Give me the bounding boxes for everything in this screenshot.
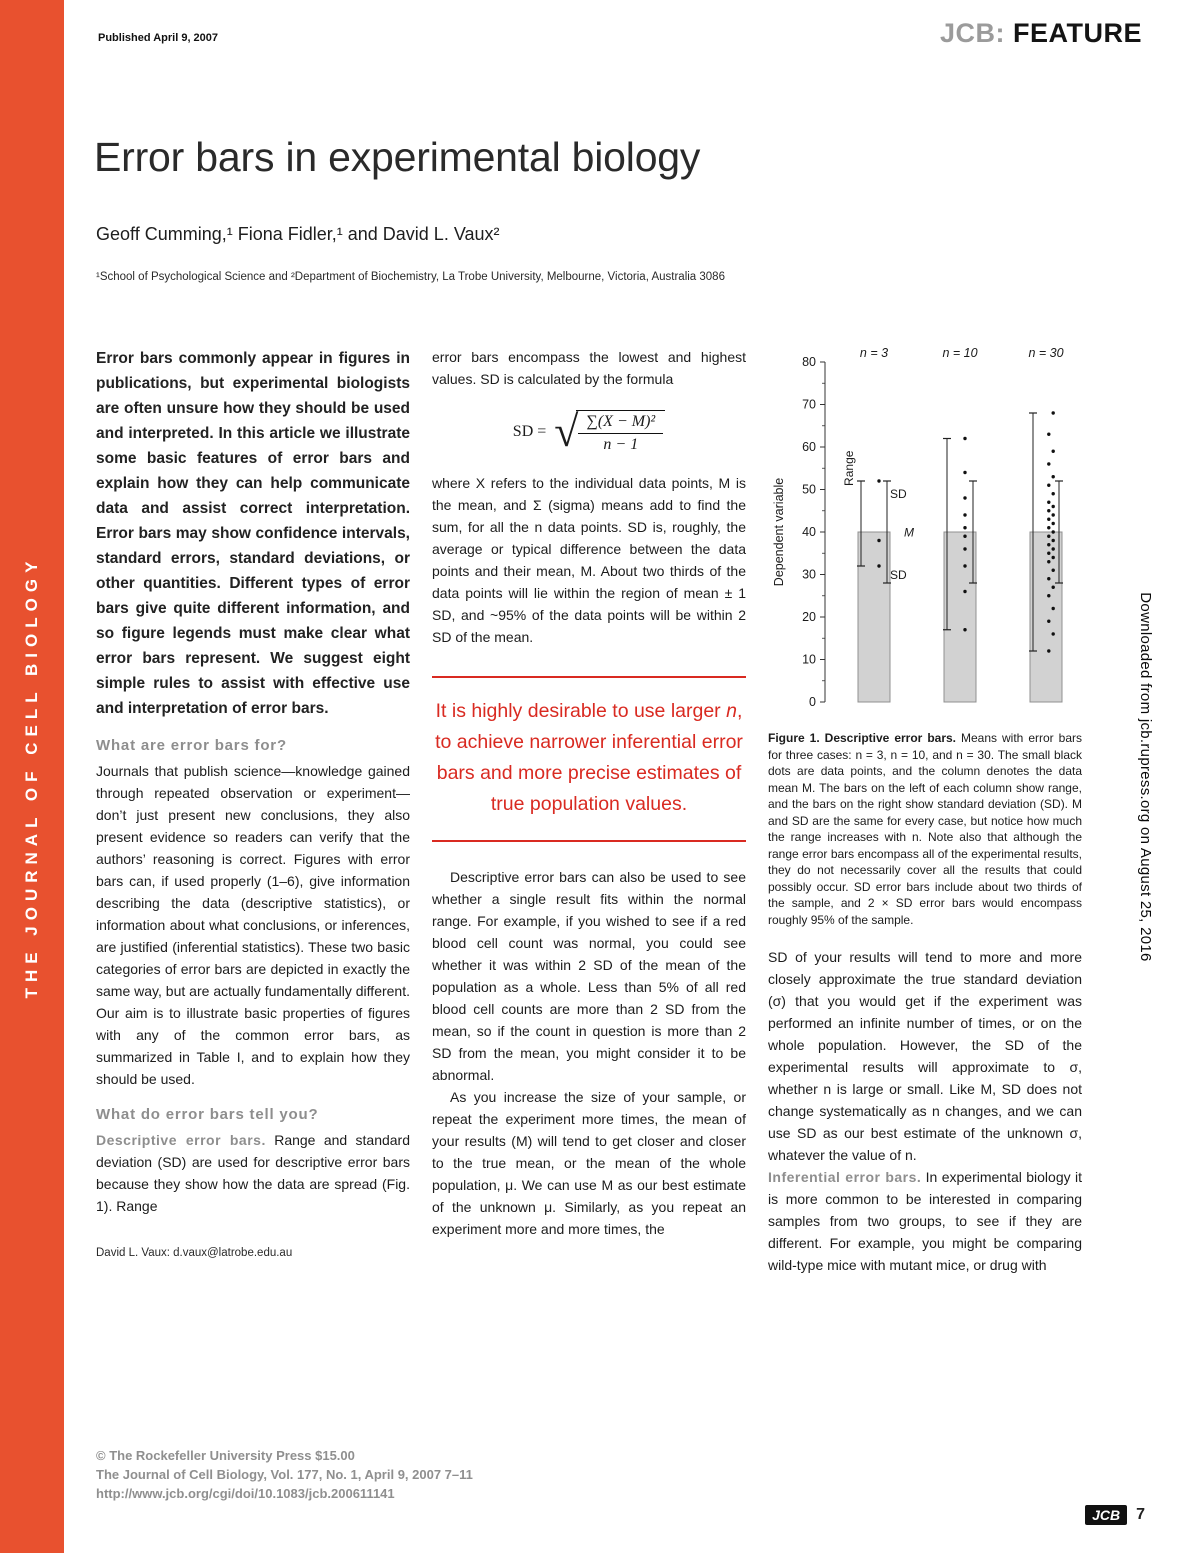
column-3 (768, 346, 1082, 1276)
pull-quote (432, 676, 746, 842)
svg-text:80: 80 (802, 355, 816, 369)
paragraph-descriptive-error-bars (96, 1129, 410, 1217)
footer-doi-url[interactable]: http://www.jcb.org/cgi/doi/10.1083/jcb.200611141 (96, 1486, 395, 1501)
column-2 (432, 346, 746, 1276)
paragraph: SD of your results will tend to more and more closely approximate the true standard deviation (σ) that you would get if the experiment was performed an infinite number of times, or on the whole population. However, the SD of the experimental results will approximate to σ, whether n is large or small. Like M, SD does not change systematically as n changes, and we can use SD as our best estimate of the unknown σ, whatever the value of n. (768, 949, 1082, 1163)
paragraph-text: Range and standard deviation (SD) are used for descriptive error bars because they show how the data are spread (Fig. 1). Range (96, 1132, 411, 1214)
masthead (940, 18, 1142, 49)
figure-1 (768, 346, 1082, 928)
formula-denominator: n − 1 (603, 436, 639, 453)
svg-text:30: 30 (802, 567, 816, 582)
page-number-block (1085, 1505, 1145, 1525)
svg-text:0: 0 (809, 695, 816, 709)
paragraph-inferential-error-bars (768, 1166, 1082, 1276)
column-1 (96, 346, 410, 1276)
section-heading-what-do-error-bars-tell-you: What do error bars tell you? (96, 1106, 319, 1123)
svg-text:n = 10: n = 10 (942, 346, 978, 360)
published-date: Published April 9, 2007 (98, 32, 219, 44)
download-watermark-vertical: Downloaded from jcb.rupress.org on August 25, 2016 (1137, 591, 1154, 962)
article-title: Error bars in experimental biology (94, 134, 701, 180)
affiliation-line: ¹School of Psychological Science and ²Department of Biochemistry, La Trobe University, Melbourne, Victoria, Australia 3086 (96, 271, 725, 283)
footer-citation: The Journal of Cell Biology, Vol. 177, No. 1, April 9, 2007 7–11 (96, 1467, 473, 1482)
pull-quote-text: It is highly desirable to use larger (435, 700, 721, 722)
svg-text:20: 20 (802, 610, 816, 624)
article-body (96, 346, 1082, 1276)
journal-brand-sidebar (0, 0, 64, 1553)
radical-sign: √ (554, 407, 579, 457)
footer-copyright: © The Rockefeller University Press $15.00 (96, 1448, 355, 1463)
jcb-logo-badge: JCB (1085, 1505, 1127, 1525)
paragraph: As you increase the size of your sample, or repeat the experiment more times, the mean of your results (M) will tend to get closer and closer to the true mean, or the mean of the whole population, μ. We can use M as our best estimate of the unknown μ. Similarly, as you repeat an experiment more and more times, the (432, 1089, 746, 1237)
svg-text:SD: SD (890, 487, 907, 501)
svg-text:50: 50 (802, 482, 816, 497)
figure-caption-text: Means with error bars for three cases: n = 3, n = 10, and n = 30. The small black dots are data points, and the column denotes the data mean M. The bars on the left of each column show range, and the bars on the right show standard deviation (SD). M and SD are the same for every case, but notice how much the range increases with n. Note also that although the range error bars encompass all of the experimental results, they do not necessarily cover all the results that could possibly occur. SD error bars include about two thirds of the sample, and 2 × SD error bars would encompass roughly 95% of the sample. (768, 731, 1082, 927)
masthead-feature: FEATURE (1013, 18, 1142, 48)
paragraph: Descriptive error bars can also be used to see whether a single result fits within the normal range. For example, if you wished to see if a red blood cell count was normal, you could see whether it was within 2 SD of the mean of the population as a whole. Less than 5% of all red blood cell counts are more than 2 SD from the mean, so if the count in question is more than 2 SD from the mean, you might consider it to be abnormal. (432, 869, 746, 1083)
abstract-paragraph: Error bars commonly appear in figures in publications, but experimental biologists are often unsure how they should be used and interpreted. In this article we illustrate some basic features of error bars and explain how they can help communicate data and assist correct interpretation. Error bars may show confidence intervals, standard errors, standard deviations, or other quantities. Different types of error bars give quite different information, and so figure legends must make clear what error bars represent. We suggest eight simple rules to assist with effective use and interpretation of error bars. (96, 350, 410, 717)
sd-formula (432, 407, 746, 457)
svg-text:40: 40 (802, 525, 816, 539)
author-line: Geoff Cumming,¹ Fiona Fidler,¹ and David L. Vaux² (96, 224, 500, 244)
pull-quote-italic-n: n (726, 700, 737, 722)
page-number: 7 (1136, 1506, 1145, 1523)
paragraph: Journals that publish science—knowledge gained through repeated observation or experiment—don’t just present new conclusions, they also present evidence so readers can verify that the authors’ reasoning is correct. Figures with error bars can, if used properly (1–6), give information describing the data (descriptive statistics), or information about what conclusions, or inferences, are justified (inferential statistics). These two basic categories of error bars are depicted in exactly the same way, but are actually fundamentally different. Our aim is to illustrate basic properties of figures with any of the common error bars, as summarized in Table I, and to explain how they should be used. (96, 763, 410, 1087)
svg-text:n = 30: n = 30 (1028, 346, 1064, 360)
svg-text:Dependent variable: Dependent variable (772, 477, 786, 587)
formula-lhs: SD = (512, 423, 547, 440)
paragraph: where X refers to the individual data points, M is the mean, and Σ (sigma) means add to find the sum, for all the n data points. SD is, roughly, the average or typical difference between the data points and their mean, M. About two thirds of the data points will lie within the region of mean ± 1 SD, and ~95% of the data points will be within 2 SD of the mean. (432, 475, 746, 645)
paragraph-text: In experimental biology it is more common to be interested in comparing samples from two groups, to see if they are different. For example, you might be comparing wild-type mice with mutant mice, or drug with (768, 1169, 1082, 1273)
svg-text:Range: Range (842, 450, 856, 486)
svg-text:n = 3: n = 3 (859, 346, 889, 360)
svg-text:60: 60 (802, 440, 816, 454)
figure-caption-title: Descriptive error bars. (824, 731, 957, 745)
correspondence-footnote[interactable]: David L. Vaux: d.vaux@latrobe.edu.au (96, 1247, 293, 1259)
masthead-jcb: JCB: (939, 18, 1005, 48)
figure-1-chart (768, 346, 1082, 718)
runin-heading-inferential: Inferential error bars. (768, 1169, 922, 1185)
svg-text:10: 10 (802, 652, 816, 667)
section-heading-what-are-error-bars-for: What are error bars for? (96, 737, 287, 754)
figure-1-caption (768, 730, 1082, 928)
footer (96, 1446, 473, 1503)
runin-heading-descriptive: Descriptive error bars. (96, 1132, 266, 1148)
formula-fraction (576, 410, 665, 454)
journal-name-vertical: THE JOURNAL OF CELL BIOLOGY (22, 555, 41, 998)
formula-numerator: ∑(X − M)² (578, 413, 663, 434)
svg-text:M: M (904, 525, 914, 540)
svg-text:SD: SD (890, 567, 907, 582)
svg-text:70: 70 (802, 397, 816, 412)
pull-quote-text-2: , to achieve narrower inferential error bars and more precise estimates of true population values. (435, 700, 743, 815)
paragraph-continuation: error bars encompass the lowest and highest values. SD is calculated by the formula (432, 349, 746, 387)
figure-caption-label: Figure 1. (768, 731, 820, 745)
